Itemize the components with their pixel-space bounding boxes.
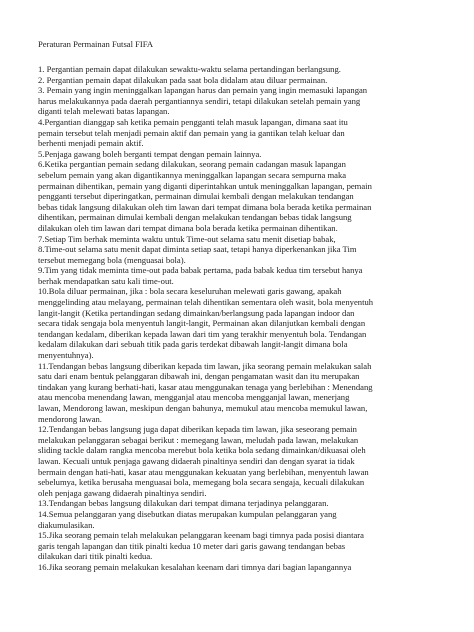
- text-line: menggelinding atau melayang, permainan telah dihentikan sementara oleh wasit, bola menyentuh: [38, 297, 374, 308]
- text-line: tendangan kedalam, diberikan kepada lawan dari tim yang terakhir menyentuh bola. Tendangan: [38, 328, 367, 339]
- text-line: kedalam dilakukan dari sebuah titik pada garis terdekat dibawah langit-langit dimana bola: [38, 339, 348, 350]
- text-line: pemain tersebut telah menjadi pemain aktif dan pemain yang ia gantikan telah keluar dan: [38, 127, 345, 138]
- text-line: permainan dihentikan, pemain yang diganti diperintahkan untuk meninggalkan lapangan, pemain: [38, 180, 372, 191]
- text-line: lawan, Mendorong lawan, meskipun dengan bahunya, memukul atau mencoba memukul lawan,: [38, 403, 368, 413]
- text-line: dihentikan, permainan dimulai kembali dengan melakukan tendangan bebas tidak langsung: [38, 212, 352, 223]
- text-line: 3. Pemain yang ingin meninggalkan lapangan harus dan pemain yang ingin memasuki lapangan: [38, 85, 368, 96]
- text-line: bermain dengan hati-hati, kasar atau menggunakan kekuatan yang berlebihan, menyentuh lawan: [38, 466, 369, 477]
- text-line: sebelumya, ketika berusaha menguasai bola, memegang bola secara sengaja, kecuali dilakukan: [38, 477, 365, 488]
- text-line: 11.Tendangan bebas langsung diberikan kepada tim lawan, jika seorang pemain melakukan salah: [38, 360, 372, 371]
- text-line: sliding tackle dalam rangka mencoba merebut bola ketika bola sedang dimainkan/dikuasai oleh: [38, 445, 366, 456]
- text-line: sebelum pemain yang akan digantikannya meninggalkan lapangan secara sempurna maka: [38, 169, 347, 180]
- text-line: 15.Jika seorang pemain telah melakukan pelanggaran keenam bagi timnya pada posisi diantara: [38, 530, 364, 541]
- text-line: 13.Tendangan bebas langsung dilakukan dari tempat dimana terjadinya pelanggaran.: [38, 498, 329, 509]
- text-line: 4.Pergantian dianggap sah ketika pemain pengganti telah masuk lapangan, dimana saat itu: [38, 116, 348, 127]
- text-line: 9.Tim yang tidak meminta time-out pada babak pertama, pada babak kedua tim tersebut hanya: [38, 265, 363, 276]
- document-body: [38, 64, 452, 573]
- text-line: atau mencoba menendang lawan, mengganjal atau mencoba mengganjal lawan, menerjang: [38, 392, 350, 403]
- text-line: langit-langit (Ketika pertandingan sedang dimainkan/berlangsung pada lapangan indoor dan: [38, 307, 355, 318]
- text-line: garis tengah lapangan dan titik pinalti kedua 10 meter dari garis gawang tendangan bebas: [38, 540, 346, 551]
- text-line: mendorong lawan.: [38, 413, 102, 424]
- text-line: 16.Jika seorang pemain melakukan kesalahan keenam dari timnya dari bagian lapangannya: [38, 561, 352, 572]
- document-title: Peraturan Permainan Futsal FIFA: [38, 39, 154, 49]
- text-line: bebas tidak langsung dilakukan oleh tim lawan dari tempat dimana bola berada ketika permainan: [38, 201, 372, 212]
- text-line: satu dari enam bentuk pelanggaran dibawah ini, dengan pengamatan wasit dan itu merupakan: [38, 371, 360, 382]
- text-line: pengganti tersebut diperingatkan, permainan dimulai kembali dengan melakukan tendangan: [38, 191, 354, 202]
- text-line: harus melakukannya pada daerah pergantiannya sendiri, tetapi dilakukan setelah pemain yang: [38, 95, 361, 106]
- text-line: 2. Pergantian pemain dapat dilakukan pada saat bola didalam atau diluar permainan.: [38, 74, 328, 85]
- text-line: tindakan yang kurang berhati-hati, kasar atau menggunakan tenaga yang berlebihan : Menendang: [38, 381, 373, 392]
- text-line: 8.Time-out selama satu menit dapat diminta setiap saat, tetapi hanya diperkenankan jika Tim: [38, 244, 357, 255]
- text-line: dilakukan dari titik pinalti kedua.: [38, 551, 153, 562]
- text-line: oleh penjaga gawang didaerah pinaltinya sendiri.: [38, 487, 207, 498]
- text-line: tersebut memegang bola (menguasai bola).: [38, 254, 186, 265]
- text-line: lawan. Kecuali untuk penjaga gawang didaerah pinaltinya sendiri dan dengan syarat ia tidak: [38, 455, 355, 466]
- text-line: 6.Ketika pergantian pemain sedang dilakukan, seorang pemain cadangan masuk lapangan: [38, 159, 346, 170]
- text-line: menyentuhnya).: [38, 350, 94, 361]
- text-line: 1. Pergantian pemain dapat dilakukan sewaktu-waktu selama pertandingan berlangsung.: [38, 64, 341, 74]
- text-line: 5.Penjaga gawang boleh berganti tempat dengan pemain lainnya.: [38, 148, 262, 159]
- text-line: diganti telah melewati batas lapangan.: [38, 106, 170, 117]
- text-line: dilakukan oleh tim lawan dari tempat dimana bola berada ketika permainan dihentikan.: [38, 222, 338, 233]
- text-line: diakumulasikan.: [38, 519, 95, 530]
- text-line: 12.Tendangan bebas langsung juga dapat diberikan kepada tim lawan, jika seseorang pemain: [38, 424, 357, 435]
- text-line: berhak mendapatkan satu kali time-out.: [38, 275, 174, 286]
- text-line: melakukan pelanggaran sebagai berikut : memegang lawan, meludah pada lawan, melakukan: [38, 434, 359, 445]
- text-line: berhenti menjadi pemain aktif.: [38, 138, 144, 149]
- text-line: 10.Bola diluar permainan, jika : bola secara keseluruhan melewati garis gawang, apakah: [38, 286, 342, 297]
- text-line: 14.Semua pelanggaran yang disebutkan diatas merupakan kumpulan pelanggaran yang: [38, 508, 337, 519]
- text-line: 7.Setiap Tim berhak meminta waktu untuk Time-out selama satu menit disetiap babak,: [38, 233, 336, 244]
- text-line: secara tidak sengaja bola menyentuh langit-langit, Permainan akan dilanjutkan kembali dengan: [38, 318, 366, 329]
